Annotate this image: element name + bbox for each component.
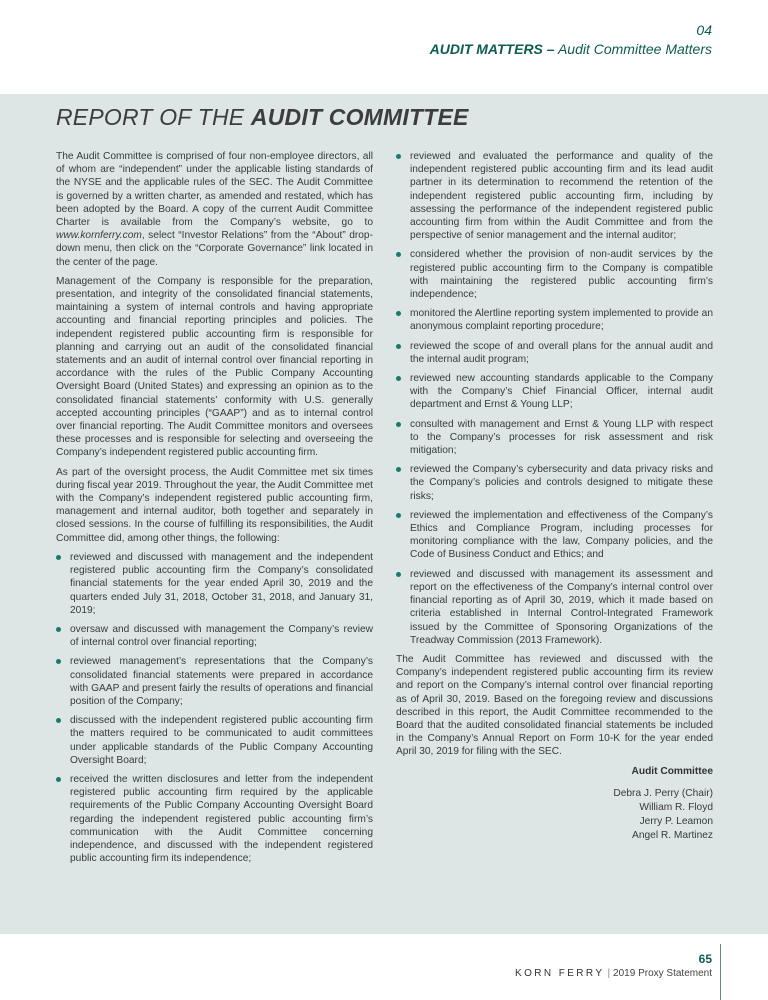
page-footer bbox=[515, 952, 712, 979]
left-bullet-list bbox=[56, 551, 373, 865]
list-item bbox=[396, 248, 713, 301]
list-item bbox=[56, 623, 373, 649]
signature-member: Angel R. Martinez bbox=[632, 829, 713, 841]
list-item bbox=[56, 773, 373, 865]
bullet-icon bbox=[56, 555, 61, 560]
paragraph-charter bbox=[56, 150, 373, 269]
list-item-text: reviewed and evaluated the performance and quality of the independent registered public accounting firm and its lead audit partner in its determination to recommend the retention of the independent registered public accounting firm, including by assessing the performance of the independent registered public accounting firm from within the Audit Committee and from the perspective of senior management and the internal auditor; bbox=[410, 151, 713, 242]
list-item-text: reviewed the scope of and overall plans for the annual audit and the internal audit program; bbox=[410, 340, 713, 365]
document-title: 2019 Proxy Statement bbox=[613, 968, 712, 979]
bullet-icon bbox=[396, 344, 401, 349]
section-title-rest: Audit Committee Matters bbox=[554, 41, 712, 57]
signature-block bbox=[396, 765, 713, 843]
list-item-text: reviewed and discussed with management and the independent registered public accounting firm the Company’s consolidated financial statements for the year ended April 30, 2019 and the quarters ended July 31, 2018, October 31, 2018, and January 31, 2019; bbox=[70, 551, 373, 616]
paragraph-responsibilities: Management of the Company is responsible for the preparation, presentation, and integrity of the consolidated financial statements, maintaining a system of internal controls and having appropriate accounting and financial reporting principles and policies. The independent registered public accounting firm is responsible for planning and carrying out an audit of the consolidated financial statements and an audit of internal control over financial reporting in accordance with the rules of the Public Company Accounting Oversight Board (United States) and expressing an opinion as to the consolidated financial statements’ conformity with U.S. generally accepted accounting principles (“GAAP”) and as to internal control over financial reporting. The Audit Committee monitors and oversees these processes and is responsible for selecting and overseeing the Company’s independent registered public accounting firm. bbox=[56, 275, 373, 459]
bullet-icon bbox=[396, 572, 401, 577]
list-item bbox=[396, 340, 713, 366]
paragraph-closing: The Audit Committee has reviewed and discussed with the Company’s independent registered public accounting firm its review and report on the Company’s internal control over financial reporting as of April 30, 2019. Based on the foregoing review and discussions described in this report, the Audit Committee recommended to the Board that the audited consolidated financial statements be included in the Company’s Annual Report on Form 10-K for the year ended April 30, 2019 for filing with the SEC. bbox=[396, 653, 713, 758]
page-number: 65 bbox=[698, 952, 712, 966]
paragraph-charter-text-1: The Audit Committee is comprised of four non-employee directors, all of whom are “independent” under the applicable listing standards of the NYSE and the applicable rules of the SEC. The Audit Committee is governed by a written charter, as amended and restated, which has been adopted by the Board. A copy of the current Audit Committee Charter is available from the Company’s website, go to bbox=[56, 151, 373, 229]
page-title-light: REPORT OF THE bbox=[56, 104, 251, 130]
list-item-text: reviewed and discussed with management its assessment and report on the effectiveness of the Company’s internal control over financial reporting as of April 30, 2019, which it made based on criteria established in Internal Control-Integrated Framework issued by the Committee of Sponsoring Organizations of the Treadway Commission (2013 Framework). bbox=[410, 568, 713, 646]
list-item bbox=[396, 509, 713, 562]
list-item bbox=[396, 568, 713, 647]
bullet-icon bbox=[56, 627, 61, 632]
list-item bbox=[396, 150, 713, 242]
list-item-text: reviewed management’s representations that the Company’s consolidated financial statements were prepared in accordance with GAAP and present fairly the results of operations and financial position of the Company; bbox=[70, 656, 373, 707]
signature-member: Jerry P. Leamon bbox=[639, 815, 713, 827]
list-item-text: monitored the Alertline reporting system implemented to provide an anonymous complaint reporting procedure; bbox=[410, 308, 713, 333]
bullet-icon bbox=[56, 777, 61, 782]
right-bullet-list bbox=[396, 150, 713, 647]
bullet-icon bbox=[396, 376, 401, 381]
page-title bbox=[56, 104, 469, 131]
section-title bbox=[430, 40, 712, 58]
list-item-text: reviewed new accounting standards applicable to the Company with the Company’s Chief Financial Officer, internal audit department and Ernst & Young LLP; bbox=[410, 373, 713, 411]
list-item bbox=[396, 463, 713, 503]
bullet-icon bbox=[396, 252, 401, 257]
list-item-text: oversaw and discussed with management the Company’s review of internal control over financial reporting; bbox=[70, 623, 373, 649]
paragraph-charter-text-2: , select “Investor Relations” from the “About” drop-down menu, then click on the “Corporate Governance” link located in the center of the page. bbox=[56, 230, 373, 268]
paragraph-oversight: As part of the oversight process, the Audit Committee met six times during fiscal year 2019. Throughout the year, the Audit Committee met with the Company’s independent registered public accounting firm, management and internal auditor, both together and separately in closed sessions. In the course of fulfilling its responsibilities, the Audit Committee did, among other things, the following: bbox=[56, 466, 373, 544]
list-item bbox=[396, 372, 713, 412]
page-title-bold: AUDIT COMMITTEE bbox=[250, 104, 469, 130]
bullet-icon bbox=[396, 467, 401, 472]
page-header bbox=[430, 22, 712, 58]
right-column bbox=[396, 150, 713, 843]
bullet-icon bbox=[396, 513, 401, 518]
left-column bbox=[56, 150, 373, 871]
signature-member: William R. Floyd bbox=[639, 801, 713, 813]
bullet-icon bbox=[396, 422, 401, 427]
bullet-icon bbox=[56, 659, 61, 664]
brand-logo: KORN FERRY bbox=[515, 968, 605, 979]
signature-title: Audit Committee bbox=[631, 765, 713, 777]
list-item-text: received the written disclosures and letter from the independent registered public accounting firm required by the applicable requirements of the Public Company Accounting Oversight Board regarding the independent registered public accounting firm’s communication with the Audit Committee concerning independence, and discussed with the independent registered public accounting firm its independence; bbox=[70, 773, 373, 865]
list-item-text: reviewed the implementation and effectiveness of the Company’s Ethics and Compliance Program, including processes for monitoring compliance with the law, Company policies, and the Code of Business Conduct and Ethics; and bbox=[410, 509, 713, 561]
section-title-bold: AUDIT MATTERS – bbox=[429, 41, 555, 57]
bullet-icon bbox=[56, 718, 61, 723]
signature-member: Debra J. Perry (Chair) bbox=[613, 787, 713, 799]
list-item bbox=[396, 418, 713, 458]
list-item bbox=[396, 307, 713, 333]
list-item bbox=[56, 551, 373, 617]
footer-divider-line bbox=[720, 944, 721, 1000]
footer-separator: | bbox=[607, 968, 611, 979]
list-item-text: discussed with the independent registered public accounting firm the matters required to be communicated to audit committees under applicable standards of the Public Company Accounting Oversight Board; bbox=[70, 715, 373, 766]
list-item-text: consulted with management and Ernst & Young LLP with respect to the Company’s processes for risk assessment and risk mitigation; bbox=[410, 418, 713, 457]
list-item bbox=[56, 714, 373, 767]
footer-brand-line bbox=[515, 968, 712, 979]
list-item-text: considered whether the provision of non-audit services by the registered public accounting firm to the Company is compatible with maintaining the registered public accounting firm’s independence; bbox=[410, 249, 713, 301]
bullet-icon bbox=[396, 311, 401, 316]
list-item bbox=[56, 655, 373, 708]
bullet-icon bbox=[396, 154, 401, 159]
chapter-number: 04 bbox=[696, 22, 712, 38]
website-link[interactable]: www.kornferry.com bbox=[56, 230, 142, 242]
list-item-text: reviewed the Company’s cybersecurity and data privacy risks and the Company’s policies and controls designed to mitigate these risks; bbox=[410, 464, 713, 502]
